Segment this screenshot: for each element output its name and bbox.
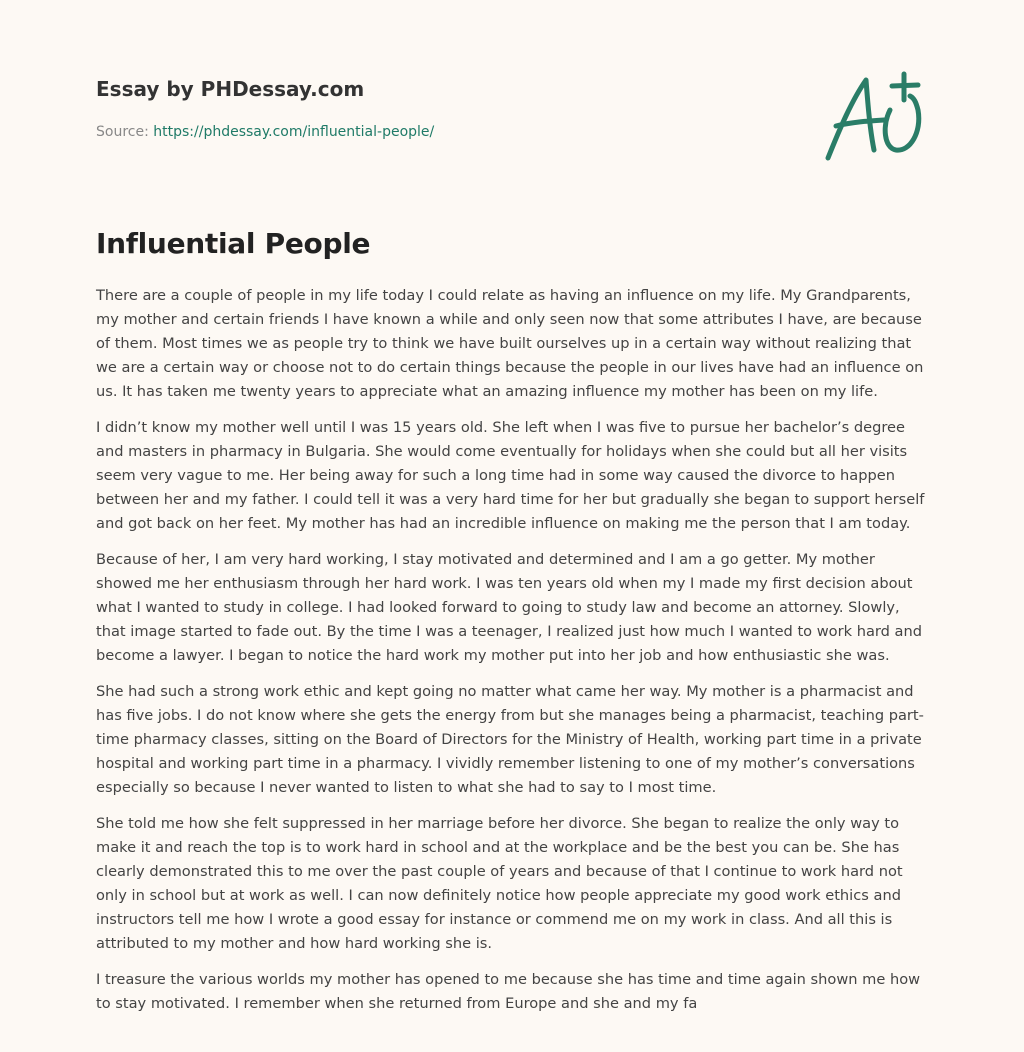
source-label: Source: xyxy=(96,124,149,140)
source-link[interactable]: https://phdessay.com/influential-people/ xyxy=(153,124,435,140)
essay-paragraph: I treasure the various worlds my mother has opened to me because she has time and time again shown me how to stay motivated. I remember when she returned from Europe and she and my fa xyxy=(96,971,921,1012)
essay-paragraph: There are a couple of people in my life today I could relate as having an influence on my life. My Grandparents, my mother and certain friends I have known a while and only seen now that some attributes I have, are because of them. Most times we as people try to think we have built ourselves up in a certain way without realizing that we are a certain way or choose not to do certain things because the people in our lives have had an influence on us. It has taken me twenty years to appreciate what an amazing influence my mother has been on my life. xyxy=(96,287,924,400)
essay-body xyxy=(96,284,930,1028)
essay-paragraph: I didn’t know my mother well until I was 15 years old. She left when I was five to pursue her bachelor’s degree and masters in pharmacy in Bulgaria. She would come eventually for holidays when she could but all her visits seem very vague to me. Her being away for such a long time had in some way caused the divorce to happen between her and my father. I could tell it was a very hard time for her but gradually she began to support herself and got back on her feet. My mother has had an incredible influence on making me the person that I am today. xyxy=(96,419,925,532)
a-plus-grade-icon xyxy=(818,66,934,170)
essay-paragraph: Because of her, I am very hard working, I stay motivated and determined and I am a go getter. My mother showed me her enthusiasm through her hard work. I was ten years old when my I made my first decision about what I wanted to study in college. I had looked forward to going to study law and become an attorney. Slowly, that image started to fade out. By the time I was a teenager, I realized just how much I wanted to work hard and become a lawyer. I began to notice the hard work my mother put into her job and how enthusiastic she was. xyxy=(96,551,923,664)
essay-paragraph: She told me how she felt suppressed in her marriage before her divorce. She began to realize the only way to make it and reach the top is to work hard in school and at the workplace and be the best you can be. She has clearly demonstrated this to me over the past couple of years and because of that I continue to work hard not only in school but at work as well. I can now definitely notice how people appreciate my good work ethics and instructors tell me how I wrote a good essay for instance or commend me on my work in class. And all this is attributed to my mother and how hard working she is. xyxy=(96,815,903,952)
essay-paragraph: She had such a strong work ethic and kept going no matter what came her way. My mother is a pharmacist and has five jobs. I do not know where she gets the energy from but she manages being a pharmacist, teaching part-time pharmacy classes, sitting on the Board of Directors for the Ministry of Health, working part time in a private hospital and working part time in a pharmacy. I vividly remember listening to one of my mother’s conversations especially so because I never wanted to listen to what she had to say to I most time. xyxy=(96,683,924,796)
site-brand: Essay by PHDessay.com xyxy=(96,77,365,101)
essay-title: Influential People xyxy=(96,227,371,260)
page-header xyxy=(96,74,796,142)
source-line xyxy=(96,122,796,142)
